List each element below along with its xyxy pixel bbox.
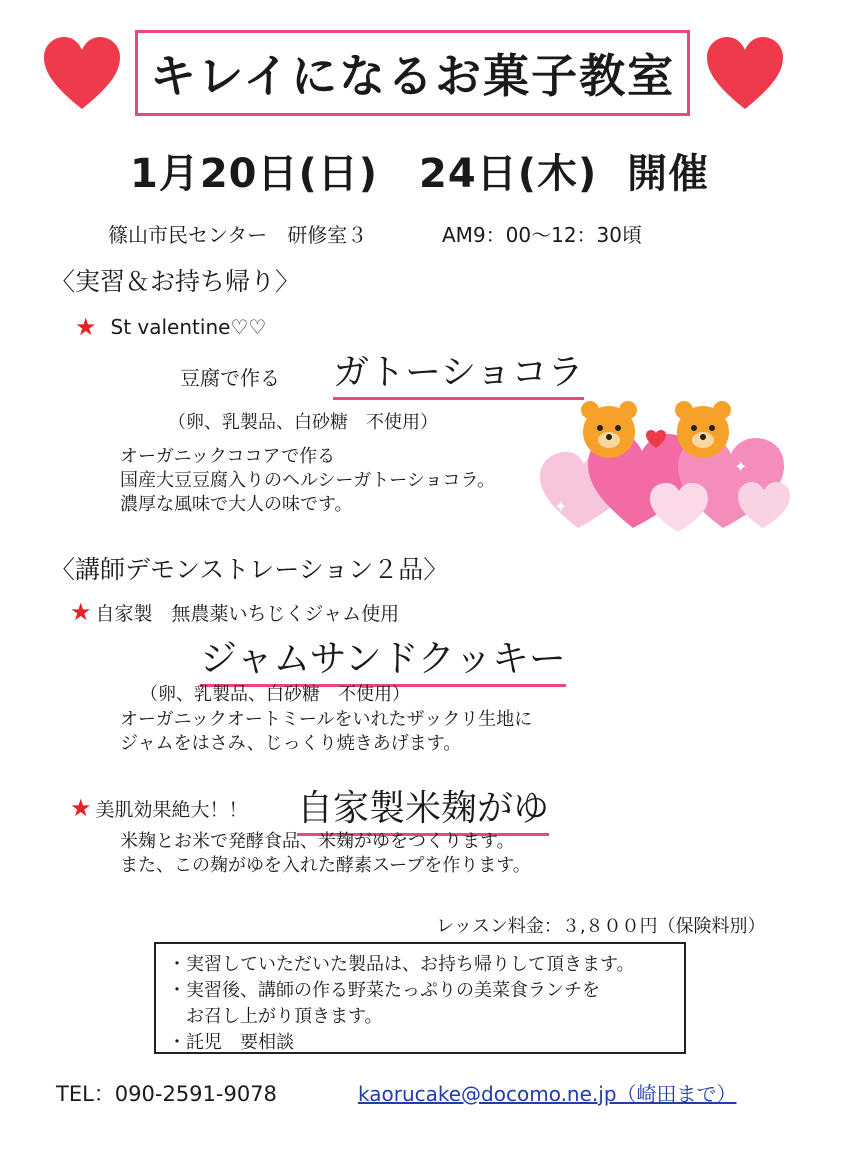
- desc-line: オーガニックオートミールをいれたザックリ生地に: [120, 709, 533, 730]
- item1-tagline-row: [70, 598, 399, 626]
- title-box: [135, 30, 690, 116]
- sparkle-icon: ✦: [734, 457, 748, 476]
- item1-tagline: 自家製 無農薬いちじくジャム使用: [95, 602, 400, 625]
- section1-tagline-row: [75, 313, 266, 341]
- heart-left-icon: [42, 35, 122, 115]
- desc-line: 濃厚な風味で大人の味です。: [120, 494, 353, 515]
- section1-product: ガトーショコラ: [333, 344, 584, 400]
- desc-line: 国産大豆豆腐入りのヘルシーガトーショコラ。: [120, 470, 496, 491]
- venue: 篠山市民センター 研修室３: [108, 223, 368, 247]
- desc-line: ジャムをはさみ、じっくり焼きあげます。: [120, 733, 462, 754]
- bears-hearts-illustration: [538, 400, 798, 540]
- section1-heading: 〈実習＆お持ち帰り〉: [50, 267, 301, 296]
- page-title: キレイになるお菓子教室: [149, 49, 676, 103]
- star-icon: ★: [70, 794, 92, 822]
- heart-right-icon: [705, 35, 785, 115]
- desc-line: また、この麹がゆを入れた酵素スープを作ります。: [120, 855, 531, 876]
- item1-product: ジャムサンドクッキー: [200, 628, 566, 687]
- section2-heading: 〈講師デモンストレーション２品〉: [50, 555, 449, 584]
- section1-prefix: 豆腐で作る: [180, 366, 280, 390]
- desc-line: オーガニックココアで作る: [120, 446, 336, 467]
- notes-box: [154, 942, 686, 1054]
- sparkle-icon: ✦: [554, 497, 568, 516]
- note-line: ・実習していただいた製品は、お持ち帰りして頂きます。: [168, 954, 635, 975]
- star-icon: ★: [75, 313, 97, 341]
- item2-tagline: 美肌効果絶大！！: [95, 798, 248, 821]
- note-line: ・実習後、講師の作る野菜たっぷりの美菜食ランチを: [168, 980, 600, 1001]
- time: AM9：00～12：30頃: [442, 223, 643, 247]
- section1-note: （卵、乳製品、白砂糖 不使用）: [168, 412, 438, 433]
- section1-desc: [120, 445, 495, 517]
- note-line: ・託児 要相談: [168, 1032, 294, 1053]
- section1-tagline: St valentine♡♡: [110, 315, 267, 339]
- item1-note: （卵、乳製品、白砂糖 不使用）: [140, 684, 410, 705]
- desc-line: 米麹とお米で発酵食品、米麹がゆをつくります。: [120, 831, 515, 852]
- star-icon: ★: [70, 598, 92, 626]
- contact-email-suffix: （崎田まで）: [616, 1082, 737, 1106]
- event-dates: 1月20日(日) 24日(木) 開催: [130, 151, 710, 197]
- item2-product: 自家製米麹がゆ: [297, 780, 549, 836]
- contact-tel: TEL：090-2591-9078: [56, 1082, 277, 1106]
- lesson-fee: レッスン料金：３,８００円（保険料別）: [436, 916, 766, 937]
- contact-email-link[interactable]: kaorucake@docomo.ne.jp: [358, 1082, 617, 1106]
- item1-desc: [120, 708, 532, 756]
- item2-tagline-row: [70, 794, 248, 822]
- note-line: お召し上がり頂きます。: [168, 1006, 383, 1027]
- item2-desc: [120, 830, 531, 878]
- contact-email-row: [358, 1078, 737, 1107]
